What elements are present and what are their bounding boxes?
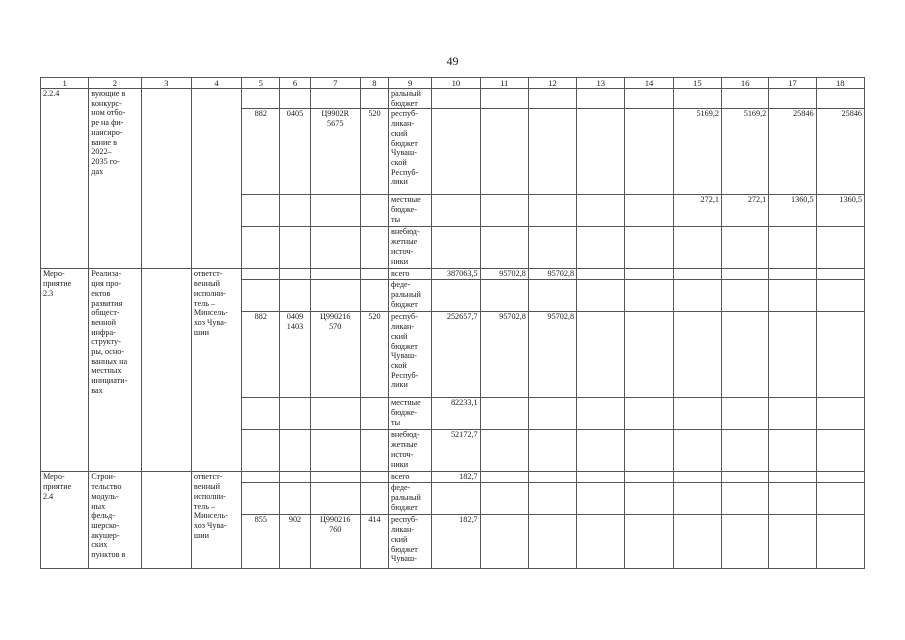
value-cell: 5169,2 [673,109,721,195]
funding-source: респуб- ликан- ский бюджет Чуваш- [389,515,432,569]
executor: ответст- венный исполни- тель – Минсель- хоз Чува- шии [191,269,241,472]
measure-id: Меро- приятие 2.3 [41,269,89,472]
funding-source: внебюд- жетные источ- ники [389,227,432,269]
empty-cell [141,89,191,269]
csr-cell: Ц9902R 5675 [310,109,360,195]
rz-cell: 902 [280,515,310,569]
col-num: 17 [769,78,816,89]
value-cell: 25846 [769,109,816,195]
rz-cell: 0405 [280,109,310,195]
grbs-cell: 882 [242,312,280,398]
table-row [41,269,865,280]
value-cell: 272,1 [721,195,768,227]
col-num: 14 [625,78,673,89]
col-num: 15 [673,78,721,89]
budget-table [40,77,865,569]
value-cell: 387063,5 [432,269,480,280]
value-cell: 95702,8 [480,312,528,398]
grbs-cell: 855 [242,515,280,569]
column-number-row [41,78,865,89]
value-cell: 95702,8 [528,269,576,280]
table-row [41,472,865,483]
vr-cell: 520 [360,312,388,398]
value-cell: 182,7 [432,472,480,483]
empty-cell [191,89,241,269]
value-cell: 95702,8 [480,269,528,280]
vr-cell: 520 [360,109,388,195]
funding-source: внебюд- жетные источ- ники [389,430,432,472]
funding-source: ральный бюджет [389,89,432,109]
section-id: 2.2.4 [41,89,89,269]
value-cell: 5169,2 [721,109,768,195]
value-cell: 95702,8 [528,312,576,398]
col-num: 6 [280,78,310,89]
col-num: 1 [41,78,89,89]
value-cell: 82233,1 [432,398,480,430]
value-cell: 272,1 [673,195,721,227]
empty-cell [141,269,191,472]
value-cell: 252657,7 [432,312,480,398]
funding-source: местные бюдже- ты [389,398,432,430]
value-cell: 1360,5 [769,195,816,227]
executor: ответст- венный исполни- тель – Минсель- хоз Чува- шии [191,472,241,569]
funding-source: феде- ральный бюджет [389,280,432,312]
rz-cell: 0409 1403 [280,312,310,398]
col-num: 13 [577,78,625,89]
col-num: 2 [89,78,141,89]
col-num: 11 [480,78,528,89]
value-cell: 1360,5 [816,195,864,227]
funding-source: феде- ральный бюджет [389,483,432,515]
value-cell: 25846 [816,109,864,195]
measure-name: Строи- тельство модуль- ных фельд- шерско- акушер- ских пунктов в [89,472,141,569]
col-num: 7 [310,78,360,89]
table-row [41,89,865,109]
measure-id: Меро- приятие 2.4 [41,472,89,569]
value-cell: 182,7 [432,515,480,569]
col-num: 12 [528,78,576,89]
csr-cell: Ц990216 570 [310,312,360,398]
col-num: 10 [432,78,480,89]
funding-source: всего [389,472,432,483]
grbs-cell: 882 [242,109,280,195]
col-num: 9 [389,78,432,89]
page-number: 49 [446,54,459,68]
csr-cell: Ц990216 760 [310,515,360,569]
col-num: 18 [816,78,864,89]
measure-name: Реализа- ция про- ектов развития общест- венной инфра- структу- ры, осно- ванных на местных инициати- вах [89,269,141,472]
funding-source: респуб- ликан- ский бюджет Чуваш- ской Респуб- лики [389,109,432,195]
col-num: 3 [141,78,191,89]
funding-source: респуб- ликан- ский бюджет Чуваш- ской Респуб- лики [389,312,432,398]
section-name: вующие в конкурс- ном отбо- ре на фи- нансиро- вание в 2022– 2035 го- дах [89,89,141,269]
value-cell: 52172,7 [432,430,480,472]
col-num: 16 [721,78,768,89]
vr-cell: 414 [360,515,388,569]
funding-source: всего [389,269,432,280]
funding-source: местные бюдже- ты [389,195,432,227]
col-num: 4 [191,78,241,89]
empty-cell [141,472,191,569]
col-num: 8 [360,78,388,89]
col-num: 5 [242,78,280,89]
